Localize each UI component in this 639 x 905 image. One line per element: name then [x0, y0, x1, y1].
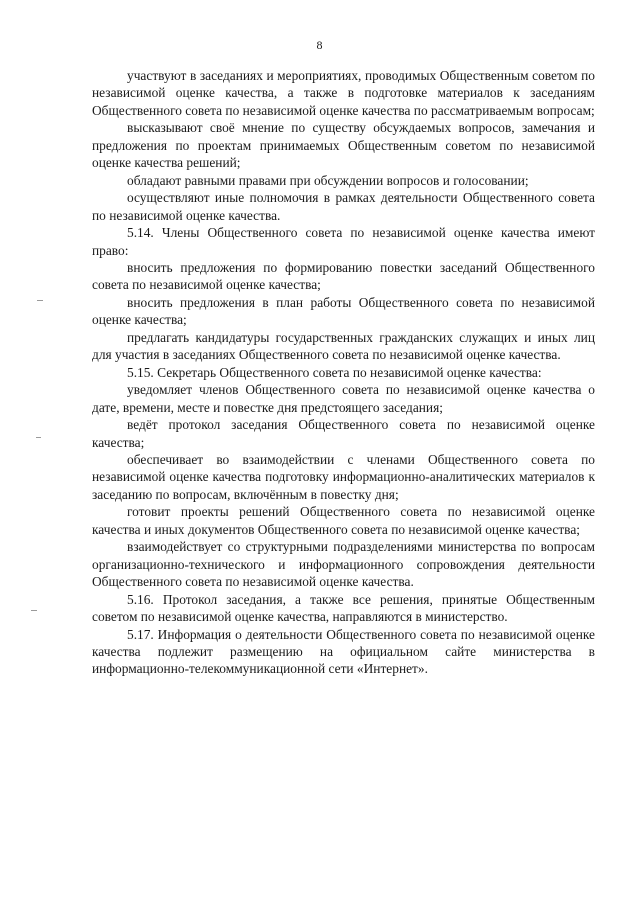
- document-body: [92, 67, 595, 678]
- paragraph: вносить предложения по формированию повестки заседаний Общественного совета по независимой оценке качества;: [92, 259, 595, 293]
- paragraph: обладают равными правами при обсуждении вопросов и голосовании;: [127, 172, 529, 188]
- scan-margin-mark: [31, 610, 37, 611]
- paragraph: 5.16. Протокол заседания, а также все решения, принятые Общественным советом по независимой оценке качества, направляются в министерство.: [92, 591, 595, 625]
- paragraph: участвуют в заседаниях и мероприятиях, проводимых Общественным советом по независимой оценке качества, а также в подготовке материалов к заседаниям Общественного совета по независимой оценке качества по рассматриваемым вопросам;: [92, 68, 595, 118]
- paragraph: обеспечивает во взаимодействии с членами Общественного совета по независимой оценке качества подготовку информационно-аналитических материалов к заседанию по вопросам, включённым в повестку дня;: [92, 451, 595, 502]
- paragraph: уведомляет членов Общественного совета по независимой оценке качества о дате, времени, месте и повестке дня предстоящего заседания;: [92, 382, 595, 415]
- paragraph: готовит проекты решений Общественного совета по независимой оценке качества и иных документов Общественного совета по независимой оценке качества;: [92, 504, 595, 537]
- paragraph: 5.15. Секретарь Общественного совета по независимой оценке качества:: [127, 364, 542, 380]
- paragraph: ведёт протокол заседания Общественного совета по независимой оценке качества;: [92, 417, 595, 450]
- paragraph: 5.14. Члены Общественного совета по независимой оценке качества имеют право:: [92, 225, 595, 258]
- paragraph: взаимодействует со структурными подразделениями министерства по вопросам организационно-технического и информационного сопровождения деятельности Общественного совета по независимой оценке качества.: [92, 539, 595, 590]
- paragraph: высказывают своё мнение по существу обсуждаемых вопросов, замечания и предложения по проектам принимаемых Общественным советом по независимой оценке качества решений;: [92, 120, 595, 171]
- scan-margin-mark: [37, 300, 43, 301]
- paragraph: осуществляют иные полномочия в рамках деятельности Общественного совета по независимой оценке качества.: [92, 190, 595, 223]
- paragraph: вносить предложения в план работы Общественного совета по независимой оценке качества;: [92, 294, 595, 328]
- paragraph: предлагать кандидатуры государственных гражданских служащих и иных лиц для участия в заседаниях Общественного совета по независимой оценке качества.: [92, 329, 595, 363]
- page-number: 8: [316, 38, 323, 52]
- scan-margin-mark: [36, 437, 41, 438]
- paragraph: 5.17. Информация о деятельности Общественного совета по независимой оценке качества подлежит размещению на официальном сайте министерства в информационно-телекоммуникационной сети «Интернет».: [92, 626, 595, 677]
